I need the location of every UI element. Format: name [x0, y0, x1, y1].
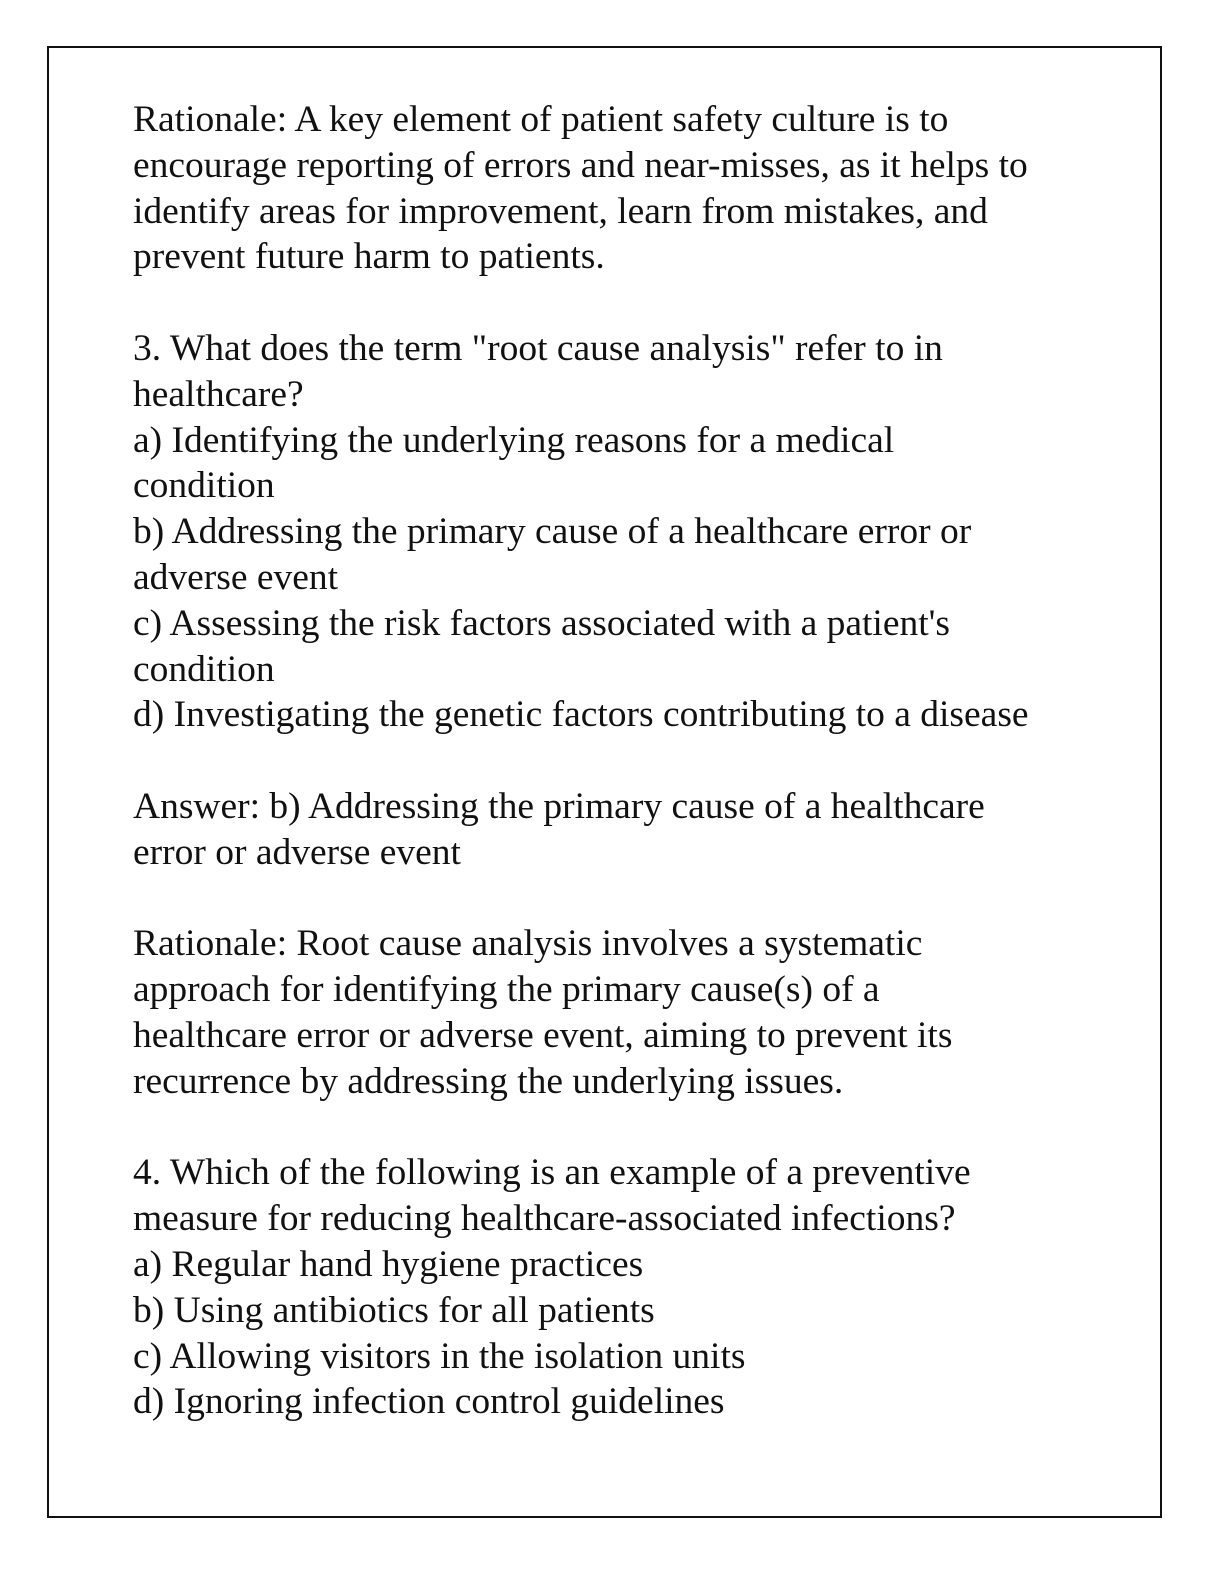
- rationale-question-3: [133, 921, 1093, 1104]
- rationale-line: Rationale: Root cause analysis involves a systematic: [133, 923, 923, 965]
- rationale-line: recurrence by addressing the underlying issues.: [133, 1060, 844, 1102]
- document-body: [133, 97, 1093, 1425]
- answer-line: error or adverse event: [133, 831, 461, 873]
- option-b: adverse event: [133, 556, 339, 598]
- option-d: d) Ignoring infection control guidelines: [133, 1381, 725, 1423]
- question-4: [133, 1150, 1093, 1425]
- rationale-question-2: [133, 97, 1093, 280]
- paragraph-gap: [133, 280, 1093, 326]
- rationale-line: Rationale: A key element of patient safety culture is to: [133, 99, 949, 140]
- paragraph-gap: [133, 876, 1093, 922]
- rationale-line: healthcare error or adverse event, aiming to prevent its: [133, 1014, 953, 1056]
- option-c: c) Assessing the risk factors associated with a patient's: [133, 602, 950, 644]
- answer-question-3: [133, 784, 1093, 876]
- question-3: [133, 326, 1093, 738]
- question-stem: 4. Which of the following is an example of a preventive: [133, 1152, 971, 1194]
- option-a: a) Regular hand hygiene practices: [133, 1243, 644, 1285]
- option-c: c) Allowing visitors in the isolation units: [133, 1335, 746, 1377]
- option-a: a) Identifying the underlying reasons for a medical: [133, 419, 895, 461]
- rationale-line: approach for identifying the primary cause(s) of a: [133, 969, 880, 1011]
- answer-line: Answer: b) Addressing the primary cause of a healthcare: [133, 785, 985, 827]
- option-b: b) Using antibiotics for all patients: [133, 1289, 655, 1331]
- question-stem: measure for reducing healthcare-associated infections?: [133, 1198, 956, 1240]
- question-stem: 3. What does the term "root cause analysis" refer to in: [133, 327, 943, 369]
- rationale-line: prevent future harm to patients.: [133, 236, 605, 278]
- paragraph-gap: [133, 738, 1093, 784]
- rationale-line: identify areas for improvement, learn from mistakes, and: [133, 190, 988, 232]
- question-stem: healthcare?: [133, 373, 304, 415]
- option-a: condition: [133, 465, 275, 507]
- option-b: b) Addressing the primary cause of a healthcare error or: [133, 511, 972, 553]
- option-d: d) Investigating the genetic factors contributing to a disease: [133, 694, 1029, 736]
- option-c: condition: [133, 648, 275, 690]
- paragraph-gap: [133, 1105, 1093, 1151]
- rationale-line: encourage reporting of errors and near-misses, as it helps to: [133, 144, 1028, 186]
